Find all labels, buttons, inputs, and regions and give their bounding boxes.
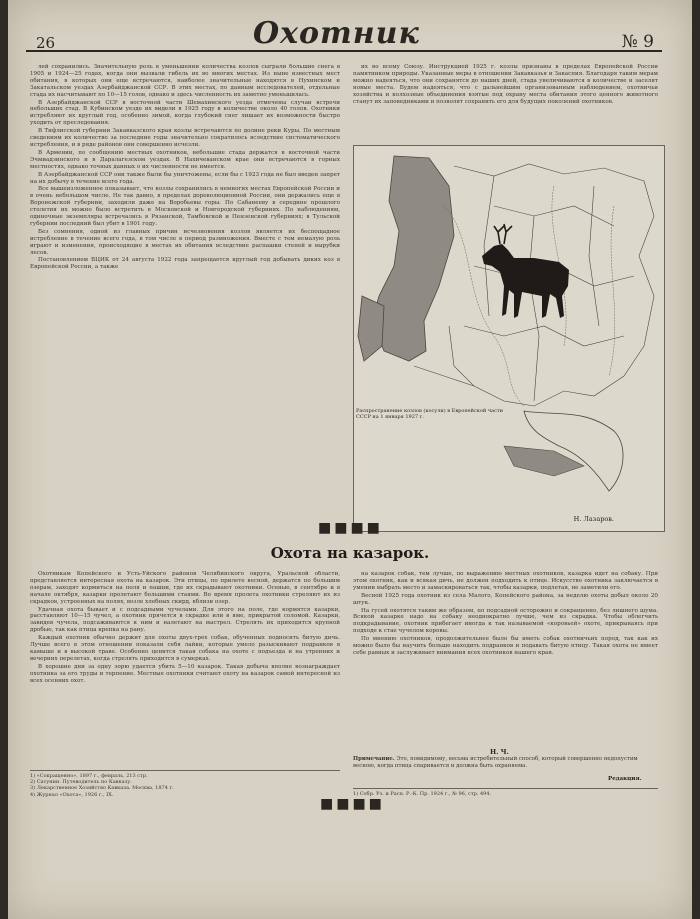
author-signature: Н. Ч. — [490, 748, 509, 756]
editor-note — [353, 756, 658, 769]
map-rivers — [444, 186, 615, 406]
paragraph: В Азербайджанской ССР они также были бы уничтожены, если бы с 1923 года не был введен запрет на их добычу в течение всего года. — [30, 171, 340, 185]
footnote: 4) Журнал «Охота», 1926 г., IX. — [30, 791, 114, 798]
map-shaded-region — [372, 156, 454, 361]
paragraph: Постановлением ВЦИК от 24 августа 1922 года запрещается круглый год добывать диких коз в Европейской России, а также — [30, 257, 340, 271]
footnote: 3) Лекарственное Хозяйство Кавказа. Москва, 1874 г. — [30, 785, 174, 792]
right-bottom-column — [353, 571, 658, 747]
paragraph: В Тифлисской губернии Закавказского края козлы встречаются по долине реки Куры. По местным сведениям их количество за последние годы значительно сократилось вследствие систематического истребления, и в ряде районов они совершенно исчезли. — [30, 128, 340, 148]
header-rule — [26, 50, 662, 52]
footnotes — [30, 770, 340, 801]
editor-signature: Редакция. — [608, 776, 642, 782]
paragraph: Без сомнения, одной из главных причин исчезновения козлов является их беспощадное истребление в течение всего года, в том числе в период размножения. Вместе с тем немалую роль играют и изменения, происходящие в местах их обитания вследствие распашки степей и вырубки лесов. — [30, 228, 340, 256]
paragraph: На гусей охотятся таким же образом, по подсадной осторожно и сокращенно, без лишнего шума. Всякой казарке надо на собаку неоднократно лучше, чем из скрадка. Чтобы облегчить подкрадывание, охотник прибегает иногда к так называемой «коровьей» охоте, прикрываясь при подходе к стае чучелом коровы. — [353, 607, 658, 635]
paragraph: По мнению охотников, продолжительнее было бы иметь собак охотничьих пород, так как их можно было бы научить больше находить подранков и подавать битую птицу. Такая охота не имеет себе равных и заслуживает внимания всех охотников нашего края. — [353, 636, 658, 656]
footnote: 1) Собр. Уз. и Расп. Р.-К. Пр. 1924 г., № 96, стр. 494. — [353, 788, 658, 797]
note-text: Это, повидимому, весьма истребительный способ, который совершенно недопустим весною, когда птица спаривается и должна быть охраняема. — [353, 756, 638, 769]
paragraph: Каждый охотник обычно держит для охоты двух-трех собак, обученных подносить битую дичь. Лучше всего в этом отношении показали себя лайки, которые умело разыскивают подранков в камыше и в высокой траве. Особенно ценится такая собака на охоте с подъезда и на утренних и вечерних перелетах, когда стрелять приходится в сумерках. — [30, 635, 340, 662]
footnote: 2) Сатунин. Путеводитель по Кавказу. — [30, 779, 132, 786]
paragraph: В Армении, по сообщению местных охотников, небольшие стада держатся в восточной части Эчмиадзинского и в Даралагезском уездах. В Нахичеванском крае они встречаются в горных местностях, однако точных данных о их численности не имеется. — [30, 149, 340, 170]
journal-page — [8, 0, 692, 919]
page-number: 26 — [36, 34, 56, 52]
right-top-column — [353, 64, 658, 144]
paragraph: Весной 1925 года охотник из села Малого, Копейского района, за неделю охоты добыл около 20 штук. — [353, 592, 658, 606]
left-bottom-column — [30, 571, 340, 767]
map-shaded-region — [358, 296, 384, 361]
distribution-map — [353, 145, 665, 532]
paragraph: Охотникам Копейского и Усть-Уйского районов Челябинского округа, Уральской области, представляется интересная охота на казарок. Эти птицы, по прилете весной, держатся по большим озерам, заходят кормиться на поля и пашни, где их скрадывают охотники. Осенью, в сентябре и в начале октября, казарки пролетают большими стаями. Во время пролета охотники стреляют их из скрадков, устроенных на полях, возле хлебных скирд, вблизи озер. — [30, 571, 340, 605]
paragraph: В хорошие дни за одну зорю удается убить 5—10 казарок. Такая добыча вполне вознаграждает охотника за его труды и терпение. Местные охотники считают охоту на казарок самой интересной из всех осенних охот. — [30, 663, 340, 684]
section-divider: ■■■■ — [320, 796, 385, 812]
paragraph: Все вышеизложенное показывает, что козлы сохранились в немногих местах Европейской России и в очень небольшом числе. Не так давно, в пределах дореволюционной России, они держались еще в Воронежской губернии, заходили даже на Воробьевы горы. По Сабанееву в середине прошлого столетия их можно было встретить в Московской и Новгородской губерниях. По наблюдениям, одиночные экземпляры встречались в Рязанской, Тамбовской и Пензенской губерниях; в Тульской губернии последний был убит в 1901 году. — [30, 186, 340, 227]
map-shaded-region — [504, 446, 584, 476]
issue-number: № 9 — [621, 32, 654, 52]
paragraph: на казарок собак, тем лучше, по выражению местных охотников, казарка идет на собаку. При этом охотник, как и всякая дичь, не должен подходить к птице. Искусство охотника заключается в умении выбрать место и замаскироваться так, чтобы казарки, подлетая, не заметили его. — [353, 571, 658, 591]
paragraph: Удачная охота бывает и с подсадными чучелами. Для этого на поле, где кормятся казарки, расставляют 10—15 чучел, а охотник прячется в скрадке или в яме, прикрытой соломой. Казарки, завидев чучела, подсаживаются к ним и налетают на выстрел. Стрелять их приходится крупной дробью, так как птица крепка на рану. — [30, 606, 340, 634]
map-caption: Распространение козлов (косули) в Европейской части СССР на 1 января 1927 г. — [356, 408, 504, 420]
footnote: 1) «Сокращенно», 1897 г., февраль, 213 стр. — [30, 773, 148, 779]
section-divider: ■■■■ — [318, 520, 383, 536]
paragraph: их во всему Союзу. Инструкцией 1925 г. козлы признаны в пределах Европейской России памятником природы. Указанные меры в отношении Закавказья и Закаспия. Благодаря таким мерам можно надеяться, что они сохранятся до наших дней, стада увеличиваются в количестве и заселят новые места. Будем надеяться, что с дальнейшим организованным наблюдением, охотничьи хозяйства и колхозные объединения взятые под охрану места обитания этого ценного животного станут их заповедниками и позволят сохранить его для будущих поколений охотников. — [353, 64, 658, 105]
note-label: Примечание. — [353, 756, 395, 762]
article-title: Охота на казарок. — [270, 544, 430, 562]
paragraph: лей сохранились. Значительную роль в уменьшении количества козлов сыграли большие снега в 1905 и 1924—25 годах, когда они вызвали гибель их во многих местах. Из ныне известных мест обитания, в которых они еще встречаются, наиболее значительные находятся в Нухинском и Закатальском уездах Азербайджанской ССР. В этих местах, по данным исследователей, отдельные стада их насчитывают по 10—15 голов, однако и здесь численность их заметно уменьшилась. — [30, 64, 340, 98]
journal-title: Охотник — [253, 16, 420, 51]
map-author: Н. Лазаров. — [573, 515, 614, 523]
paragraph: В Азербайджанской ССР в восточной части Шемахинского уезда отмечены случаи встречи небольших стад. В Кубинском уезде их видели в 1925 году в количестве около 40 голов. Охотники истребляют их круглый год, особенно зимой, когда глубокий снег лишает их возможности быстро уходить от преследования. — [30, 99, 340, 127]
map-illustration — [354, 146, 664, 531]
left-top-column — [30, 64, 340, 519]
